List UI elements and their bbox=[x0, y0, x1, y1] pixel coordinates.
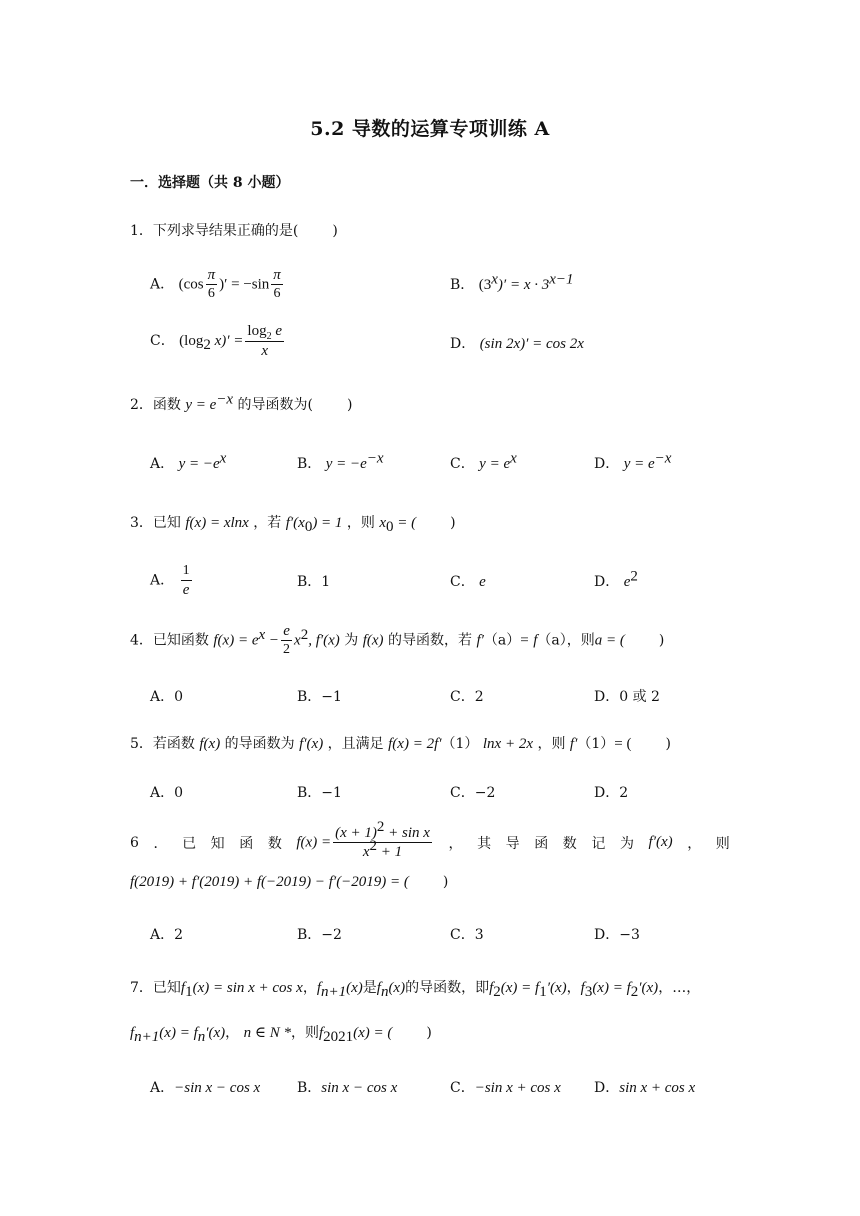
question-2-text: 2．函数 bbox=[130, 397, 181, 413]
option-label: B．−1 bbox=[297, 689, 342, 705]
question-6-char: 导 bbox=[505, 835, 520, 852]
question-3-option-d[interactable] bbox=[594, 568, 638, 591]
question-1-option-d[interactable] bbox=[450, 333, 584, 353]
option-label: D．0 或 2 bbox=[594, 689, 660, 705]
question-6-char: 函 bbox=[239, 835, 254, 852]
fraction-numerator: π bbox=[273, 267, 281, 283]
question-4-stem bbox=[130, 622, 664, 659]
question-2-close: ) bbox=[347, 397, 353, 413]
math-expr: f(x) = e bbox=[213, 632, 259, 649]
question-1-stem bbox=[130, 220, 338, 240]
option-label: C．3 bbox=[450, 927, 484, 943]
subscript: 1 bbox=[539, 983, 547, 1000]
question-3-option-a[interactable] bbox=[150, 562, 194, 599]
subscript: 3 bbox=[584, 983, 593, 1000]
subscript: 2 bbox=[266, 330, 272, 342]
option-label: A． bbox=[150, 456, 175, 472]
question-6-char: 已 bbox=[182, 835, 197, 852]
option-math: y = −e bbox=[178, 456, 220, 472]
question-5-stem bbox=[130, 733, 671, 753]
option-label: B．1 bbox=[297, 574, 331, 590]
question-6-char: ， bbox=[687, 835, 702, 852]
question-6-close: ) bbox=[442, 874, 449, 890]
option-label: C．2 bbox=[450, 689, 484, 705]
option-label: B．−1 bbox=[297, 785, 342, 801]
math-expr: f(x) = bbox=[296, 834, 332, 851]
math-expr: y = e bbox=[185, 397, 217, 413]
fraction-denominator: e bbox=[182, 582, 190, 598]
question-5-option-a[interactable] bbox=[150, 782, 183, 802]
math-expr: f bbox=[489, 980, 494, 996]
math-expr: f(x) = xlnx bbox=[185, 515, 249, 531]
question-4-option-d[interactable] bbox=[594, 686, 660, 706]
math-expr: f′ bbox=[569, 736, 578, 752]
question-7-text: ， bbox=[566, 980, 581, 996]
math-expr: (x) = f bbox=[500, 980, 540, 996]
fraction-denominator: x bbox=[261, 343, 269, 359]
question-3-close: ) bbox=[450, 515, 456, 531]
question-6-function bbox=[296, 819, 434, 861]
option-math: )′ = −sin bbox=[219, 276, 270, 293]
option-math: (sin 2x)′ = cos 2x bbox=[479, 336, 584, 352]
option-math: (cos bbox=[178, 276, 204, 293]
option-math: e bbox=[623, 574, 631, 590]
superscript: x bbox=[258, 626, 266, 643]
question-7-text: … bbox=[672, 980, 687, 996]
math-expr: ′(x) bbox=[638, 980, 659, 996]
superscript: −x bbox=[366, 450, 384, 467]
option-label: B． bbox=[450, 277, 475, 293]
math-expr: (x) = f bbox=[159, 1025, 198, 1041]
option-math: (3 bbox=[478, 277, 492, 293]
question-2-option-b[interactable] bbox=[297, 450, 384, 473]
question-7-option-c[interactable] bbox=[450, 1077, 561, 1097]
math-expr: f′(x) bbox=[648, 834, 673, 850]
option-label: C． bbox=[450, 574, 475, 590]
question-5-text: ，则 bbox=[537, 736, 566, 752]
question-6-option-c[interactable] bbox=[450, 924, 484, 944]
question-3-option-b[interactable] bbox=[297, 571, 330, 591]
question-6-char: 则 bbox=[715, 835, 730, 852]
superscript: x bbox=[491, 271, 498, 288]
fraction bbox=[333, 819, 432, 861]
option-math: x)′ = bbox=[210, 333, 244, 349]
math-expr: f(x) bbox=[362, 632, 384, 649]
superscript: x bbox=[219, 450, 227, 467]
math-expr: f(2019) + f′(2019) + f(−2019) − f′(−2019) = ( bbox=[130, 874, 409, 890]
question-7-stem-line2 bbox=[130, 1022, 432, 1045]
math-expr: (x) = sin x + cos x bbox=[192, 980, 303, 996]
question-6-char: 其 bbox=[477, 835, 492, 852]
log-text: log bbox=[247, 323, 267, 339]
math-expr: f bbox=[316, 980, 321, 996]
question-3-text: ，则 bbox=[346, 515, 375, 531]
option-label: A．0 bbox=[150, 785, 184, 801]
question-3-option-c[interactable] bbox=[450, 571, 486, 591]
fraction bbox=[206, 266, 218, 303]
question-6-char: 函 bbox=[534, 835, 549, 852]
option-label: B．−2 bbox=[297, 927, 342, 943]
question-7-stem-line1 bbox=[130, 977, 701, 1000]
math-expr: ′(x) bbox=[205, 1025, 226, 1041]
question-7-close: ) bbox=[426, 1025, 432, 1041]
math-expr: − bbox=[265, 632, 280, 649]
math-expr: ) = 1 bbox=[312, 515, 343, 531]
math-expr: x bbox=[294, 632, 301, 649]
question-4-text: （a），则 bbox=[537, 632, 595, 649]
math-expr: f bbox=[533, 632, 538, 649]
question-6-option-b[interactable] bbox=[297, 924, 342, 944]
option-math: )′ = x · 3 bbox=[497, 277, 550, 293]
superscript: x−1 bbox=[549, 271, 574, 288]
math-expr: f bbox=[376, 980, 381, 996]
option-math: sin x + cos x bbox=[619, 1080, 696, 1096]
option-label: B． bbox=[297, 1080, 322, 1096]
question-2-stem bbox=[130, 391, 353, 414]
option-label: D．2 bbox=[594, 785, 629, 801]
math-expr: (x) bbox=[346, 980, 363, 996]
math-expr: f′(x) bbox=[299, 736, 324, 752]
question-7-option-b[interactable] bbox=[297, 1077, 397, 1097]
math-expr: f(x) = 2f′ bbox=[388, 736, 442, 752]
question-1-option-a[interactable] bbox=[150, 266, 285, 303]
superscript: −x bbox=[654, 450, 672, 467]
option-label: B． bbox=[297, 456, 322, 472]
fraction-numerator bbox=[245, 322, 284, 342]
option-math: e bbox=[479, 574, 486, 590]
math-expr: (x) = f bbox=[592, 980, 631, 996]
subscript: 1 bbox=[185, 983, 193, 1000]
question-5-close: ) bbox=[665, 736, 671, 752]
subscript: 2 bbox=[203, 336, 211, 353]
question-7-text: 是 bbox=[362, 980, 377, 996]
question-4-text: 为 bbox=[344, 632, 359, 649]
question-4-text: 的导函数，若 bbox=[388, 632, 472, 649]
question-3-text: 3．已知 bbox=[130, 515, 181, 531]
question-1-option-c[interactable] bbox=[150, 322, 286, 360]
question-7-text: ， bbox=[686, 980, 701, 996]
fraction-numerator bbox=[333, 819, 432, 843]
question-6-char: 数 bbox=[562, 835, 577, 852]
fraction-denominator: 2 bbox=[283, 642, 291, 657]
question-5-option-b[interactable] bbox=[297, 782, 342, 802]
question-6-char: 6 bbox=[130, 834, 139, 851]
superscript: 2 bbox=[630, 568, 638, 585]
option-label: C．−2 bbox=[450, 785, 496, 801]
question-5-option-d[interactable] bbox=[594, 782, 628, 802]
question-5-text: （1） bbox=[577, 736, 615, 752]
fraction-denominator: 6 bbox=[207, 286, 215, 301]
math-expr: f(x) bbox=[199, 736, 221, 752]
option-label: A． bbox=[150, 1080, 175, 1096]
option-label: C． bbox=[150, 333, 175, 349]
question-4-option-b[interactable] bbox=[297, 686, 342, 706]
superscript: −x bbox=[216, 391, 234, 408]
question-6-char: ， bbox=[448, 835, 463, 852]
fraction-denominator: 6 bbox=[273, 286, 281, 301]
option-label: A．2 bbox=[150, 927, 184, 943]
subscript: n+1 bbox=[134, 1028, 160, 1045]
question-7-option-a[interactable] bbox=[150, 1077, 260, 1097]
question-5-text: （1） bbox=[441, 736, 479, 752]
question-6-option-a[interactable] bbox=[150, 924, 183, 944]
question-7-text: ， bbox=[225, 1025, 240, 1041]
question-6-char: 数 bbox=[267, 835, 282, 852]
subscript: 2 bbox=[493, 983, 501, 1000]
question-6-stem-line2 bbox=[130, 874, 448, 891]
fraction-denominator bbox=[333, 838, 432, 861]
question-1-option-b[interactable] bbox=[450, 271, 574, 294]
subscript: 0 bbox=[386, 518, 394, 535]
fraction bbox=[245, 322, 284, 360]
option-math: y = e bbox=[623, 456, 655, 472]
question-2-option-d[interactable] bbox=[594, 450, 672, 473]
option-label: C． bbox=[450, 1080, 475, 1096]
question-5-text: 的导函数为 bbox=[224, 736, 295, 752]
math-expr: ′(x) bbox=[546, 980, 567, 996]
math-expr: n ∈ N * bbox=[243, 1025, 291, 1041]
option-math: −sin x − cos x bbox=[174, 1080, 261, 1096]
math-expr: = bbox=[520, 632, 529, 649]
question-4-option-a[interactable] bbox=[150, 686, 183, 706]
math-expr: f bbox=[580, 980, 585, 996]
question-2-option-a[interactable] bbox=[150, 450, 227, 473]
option-math: −sin x + cos x bbox=[474, 1080, 561, 1096]
math-expr: , f′(x) bbox=[308, 632, 340, 649]
math-expr: lnx + 2x bbox=[482, 736, 533, 752]
question-6-option-d[interactable] bbox=[594, 924, 640, 944]
subscript: 0 bbox=[304, 518, 313, 535]
math-var: e bbox=[271, 323, 282, 339]
superscript: 2 bbox=[300, 626, 309, 643]
question-6-char: 记 bbox=[591, 835, 606, 852]
question-7-text: ，则 bbox=[290, 1025, 319, 1041]
math-expr: f bbox=[130, 1025, 135, 1041]
subscript: n bbox=[197, 1028, 206, 1045]
question-4-close: ) bbox=[658, 632, 665, 649]
fraction-numerator: e bbox=[281, 622, 292, 641]
question-2-text: 的导函数为( bbox=[237, 397, 314, 413]
question-5-text: ，且满足 bbox=[327, 736, 384, 752]
option-math: y = e bbox=[479, 456, 511, 472]
superscript: x bbox=[510, 450, 517, 467]
question-6-char: ． bbox=[153, 835, 168, 852]
math-expr: + 1 bbox=[377, 844, 403, 860]
math-expr: x bbox=[362, 844, 370, 860]
option-label: D． bbox=[594, 1080, 620, 1096]
fraction-numerator: 1 bbox=[181, 562, 192, 581]
math-expr: (x) bbox=[388, 980, 406, 996]
option-math: sin x − cos x bbox=[321, 1080, 398, 1096]
question-4-text: 4．已知函数 bbox=[130, 632, 209, 649]
math-expr: a = ( bbox=[594, 632, 625, 649]
subscript: n+1 bbox=[320, 983, 347, 1000]
question-2-option-c[interactable] bbox=[450, 450, 517, 473]
math-expr: f′ bbox=[476, 632, 484, 649]
question-7-text: 的导函数，即 bbox=[405, 980, 490, 996]
math-expr: = ( bbox=[614, 736, 632, 752]
option-label: A． bbox=[150, 276, 175, 293]
question-4-option-c[interactable] bbox=[450, 686, 484, 706]
math-expr: = ( bbox=[393, 515, 417, 531]
math-expr: + sin x bbox=[384, 825, 430, 841]
question-4-text: （a） bbox=[483, 632, 521, 649]
section-heading: 一．选择题（共 8 小题） bbox=[130, 175, 290, 191]
fraction bbox=[181, 562, 192, 599]
math-expr: f bbox=[318, 1025, 324, 1041]
question-7-text: ， bbox=[302, 980, 317, 996]
question-5-text: 5．若函数 bbox=[130, 736, 195, 752]
option-label: D． bbox=[594, 456, 620, 472]
question-7-option-d[interactable] bbox=[594, 1077, 695, 1097]
page-title: 5.2 导数的运算专项训练 A bbox=[310, 118, 550, 140]
option-label: D．−3 bbox=[594, 927, 640, 943]
question-1-text: 1．下列求导结果正确的是( bbox=[130, 223, 299, 239]
option-math: (log bbox=[179, 333, 204, 349]
superscript: 2 bbox=[376, 819, 385, 835]
option-label: A． bbox=[150, 572, 175, 589]
fraction bbox=[281, 622, 292, 659]
math-expr: x bbox=[379, 515, 387, 531]
subscript: 2 bbox=[630, 983, 639, 1000]
question-1-close: ) bbox=[332, 223, 338, 239]
option-label: C． bbox=[450, 456, 475, 472]
question-7-text: 7．已知 bbox=[130, 980, 181, 996]
subscript: n bbox=[380, 983, 389, 1000]
superscript: 2 bbox=[369, 838, 378, 854]
question-3-stem bbox=[130, 512, 456, 535]
question-5-option-c[interactable] bbox=[450, 782, 495, 802]
math-expr: (x) = ( bbox=[353, 1025, 393, 1041]
question-3-text: ，若 bbox=[253, 515, 282, 531]
fraction-numerator: π bbox=[207, 267, 216, 283]
math-expr: f′(x bbox=[285, 515, 305, 531]
math-expr: f bbox=[180, 980, 186, 996]
option-math: y = −e bbox=[325, 456, 367, 472]
fraction bbox=[271, 266, 283, 303]
option-label: D． bbox=[450, 336, 476, 352]
question-6-char: 为 bbox=[619, 835, 634, 852]
option-label: A．0 bbox=[150, 689, 184, 705]
question-6-stem-line1 bbox=[130, 819, 730, 861]
option-label: D． bbox=[594, 574, 620, 590]
subscript: 2021 bbox=[323, 1028, 354, 1045]
question-6-char: 知 bbox=[210, 835, 225, 852]
question-7-text: ， bbox=[658, 980, 673, 996]
math-expr: (x + 1) bbox=[335, 825, 377, 841]
